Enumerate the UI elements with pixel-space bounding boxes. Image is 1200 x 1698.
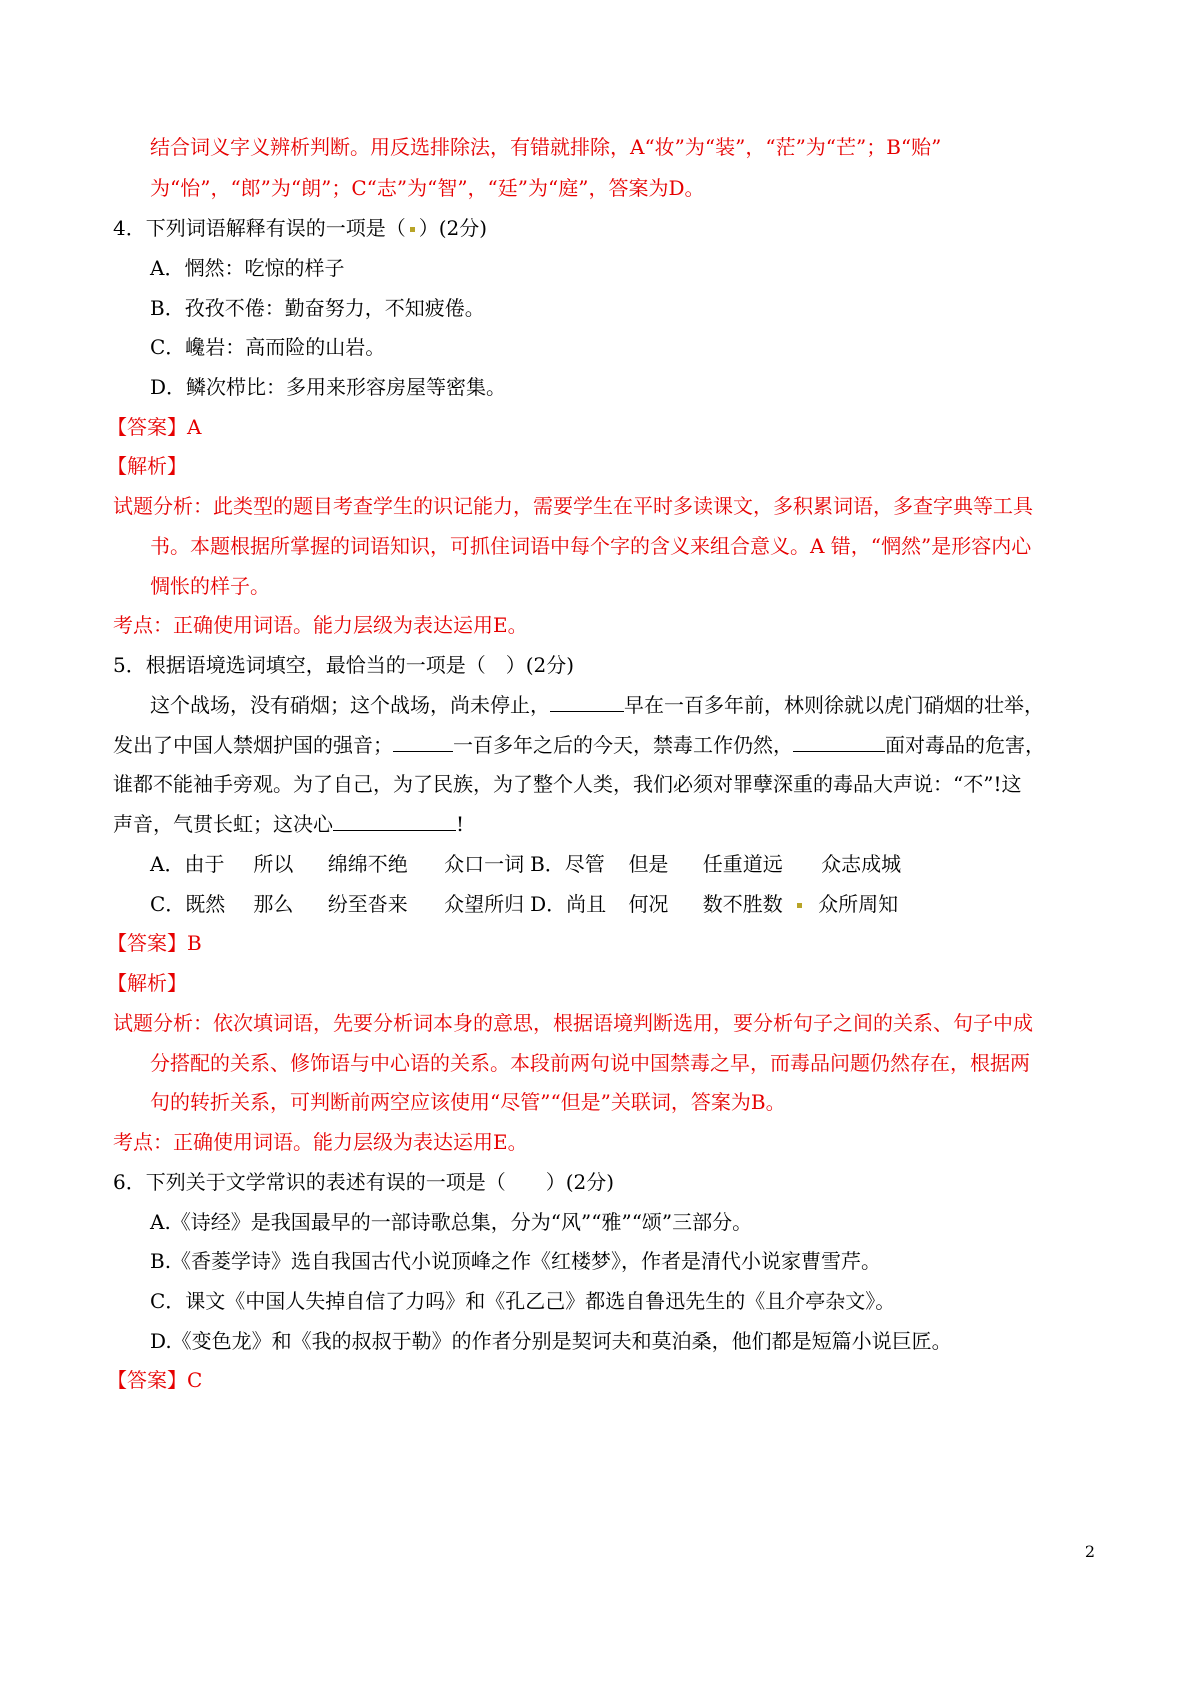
q4-option-c: C．巉岩：高而险的山岩。 (150, 335, 386, 359)
q3-analysis-line: 为“怡”，“郎”为“朗”；C“志”为“智”，“廷”为“庭”，答案为D。 (150, 176, 705, 200)
fill-blank-3 (793, 731, 885, 752)
q5-options-row (150, 850, 901, 878)
q5-stem: 5．根据语境选词填空，最恰当的一项是（ ）(2分) (113, 653, 575, 677)
q5-passage-line (150, 691, 1044, 719)
option-word: 众望所归 (444, 892, 525, 916)
q5-analysis-line: 句的转折关系，可判断前两空应该使用“尽管”“但是”关联词，答案为B。 (150, 1090, 786, 1114)
q5-analysis-line: 试题分析：依次填词语，先要分析词本身的意思，根据语境判断选用，要分析句子之间的关系、句子中成 (113, 1011, 1033, 1035)
option-word: C．既然 (150, 892, 226, 916)
q5-kaodian: 考点：正确使用词语。能力层级为表达运用E。 (113, 1130, 528, 1154)
q4-analysis-line: 试题分析：此类型的题目考查学生的识记能力，需要学生在平时多读课文，多积累词语，多查字典等工具 (113, 494, 1033, 518)
q5-option-d (530, 890, 898, 918)
q5-passage-line (113, 731, 1045, 759)
fill-blank-4 (333, 810, 456, 831)
option-word: 众志成城 (821, 852, 902, 876)
option-word: B．尽管 (530, 852, 605, 876)
q4-option-b: B．孜孜不倦：勤奋努力，不知疲倦。 (150, 296, 485, 320)
q5-passage-text: 面对毒品的危害， (885, 733, 1045, 757)
q5-option-b (530, 850, 901, 878)
q5-passage-text: 声音，气贯长虹；这决心 (113, 812, 333, 836)
option-word: 但是 (628, 852, 669, 876)
q5-analysis-label: 【解析】 (107, 971, 187, 995)
page-number: 2 (1084, 1542, 1095, 1561)
q5-passage-text: 一百多年之后的今天，禁毒工作仍然， (453, 733, 793, 757)
option-word: 何况 (628, 892, 669, 916)
q3-analysis-line: 结合词义字义辨析判断。用反选排除法，有错就排除，A“妆”为“装”，“茫”为“芒”；B“贻” (150, 135, 942, 159)
q5-passage-line: 谁都不能袖手旁观。为了自己，为了民族，为了整个人类，我们必须对罪孽深重的毒品大声说：“不”!这 (113, 772, 1022, 796)
fill-blank-1 (550, 691, 624, 712)
q4-stem (113, 214, 487, 242)
q4-analysis-line: 书。本题根据所掌握的词语知识，可抓住词语中每个字的含义来组合意义。A 错，“惘然”是形容内心 (150, 534, 1032, 558)
option-word: 数不胜数 (702, 892, 783, 916)
q4-option-d: D．鳞次栉比：多用来形容房屋等密集。 (150, 375, 507, 399)
q4-answer: 【答案】A (107, 415, 202, 439)
q6-option-a: A.《诗经》是我国最早的一部诗歌总集，分为“风”“雅”“颂”三部分。 (150, 1210, 753, 1234)
q4-analysis-line: 惆怅的样子。 (150, 574, 270, 598)
q6-stem: 6．下列关于文学常识的表述有误的一项是（ ）(2分) (113, 1170, 615, 1194)
option-word: 纷至沓来 (327, 892, 408, 916)
option-word: D．尚且 (530, 892, 607, 916)
q5-analysis-line: 分搭配的关系、修饰语与中心语的关系。本段前两句说中国禁毒之早，而毒品问题仍然存在，根据两 (150, 1051, 1030, 1075)
option-word: 绵绵不绝 (327, 852, 408, 876)
marker-dot-icon (797, 903, 802, 908)
option-word: 所以 (253, 852, 294, 876)
q5-passage-text: 发出了中国人禁烟护国的强音； (113, 733, 393, 757)
q5-answer: 【答案】B (107, 931, 202, 955)
q6-option-b: B.《香菱学诗》选自我国古代小说顶峰之作《红楼梦》，作者是清代小说家曹雪芹。 (150, 1249, 882, 1273)
q4-stem-text: 4．下列词语解释有误的一项是（ (113, 216, 406, 240)
q4-stem-points: ）(2分) (418, 216, 488, 240)
q5-passage-text: 这个战场，没有硝烟；这个战场，尚未停止， (150, 693, 550, 717)
q6-answer: 【答案】C (107, 1368, 203, 1392)
q6-option-d: D.《变色龙》和《我的叔叔于勒》的作者分别是契诃夫和莫泊桑，他们都是短篇小说巨匠。 (150, 1329, 952, 1353)
q4-analysis-label: 【解析】 (107, 454, 187, 478)
q5-passage-text: ! (456, 812, 465, 836)
marker-dot-icon (410, 227, 415, 232)
option-word: 众所周知 (818, 892, 899, 916)
fill-blank-2 (393, 731, 453, 752)
q5-options-row (150, 890, 898, 918)
option-word: 众口一词 (444, 852, 525, 876)
option-word: A．由于 (150, 852, 225, 876)
q4-kaodian: 考点：正确使用词语。能力层级为表达运用E。 (113, 613, 528, 637)
q5-passage-line (113, 810, 464, 838)
q5-option-a (150, 850, 530, 878)
q4-option-a: A．惘然：吃惊的样子 (150, 256, 345, 280)
q5-option-c (150, 890, 530, 918)
option-word: 任重道远 (702, 852, 783, 876)
option-word: 那么 (253, 892, 294, 916)
q5-passage-text: 早在一百多年前，林则徐就以虎门硝烟的壮举， (624, 693, 1044, 717)
q6-option-c: C．课文《中国人失掉自信了力吗》和《孔乙己》都选自鲁迅先生的《且介亭杂文》。 (150, 1289, 896, 1313)
